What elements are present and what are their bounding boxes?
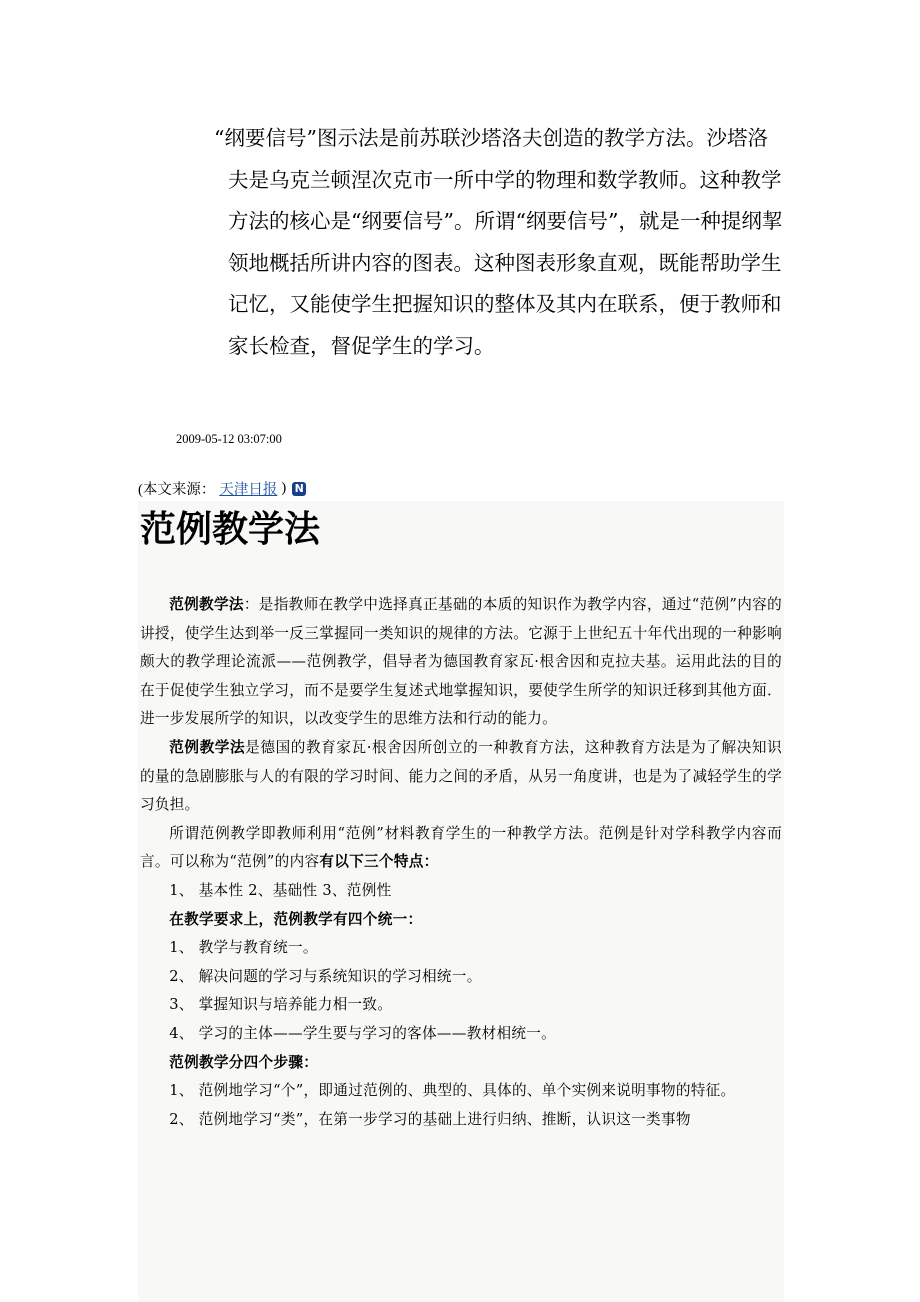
source-line	[138, 478, 306, 499]
intro-paragraph	[214, 118, 786, 367]
unify-item-1: 1、 教学与教育统一。	[169, 939, 318, 957]
paragraph-2-bold: 范例教学法	[169, 738, 246, 756]
paragraph-1	[140, 591, 782, 734]
paragraph-2-text: 是德国的教育家瓦·根舍因所创立的一种教育方法，这种教育方法是为了解决知识的量的急剧膨胀与人的有限的学习时间、能力之间的矛盾，从另一角度讲，也是为了减轻学生的学习负担。	[140, 738, 782, 814]
article-body	[140, 591, 782, 1134]
timestamp: 2009-05-12 03:07:00	[176, 432, 282, 446]
paragraph-3	[140, 820, 782, 877]
article-title: 范例教学法	[140, 509, 321, 550]
news-n-icon[interactable]: N	[292, 482, 306, 496]
unify-item-2: 2、 解决问题的学习与系统知识的学习相统一。	[169, 967, 482, 985]
step-item-2: 2、 范例地学习“类”，在第一步学习的基础上进行归纳、推断，认识这一类事物	[169, 1110, 691, 1128]
step-item-1: 1、 范例地学习“个”，即通过范例的、典型的、具体的、单个实例来说明事物的特征。	[169, 1082, 736, 1100]
paragraph-2	[140, 734, 782, 820]
paragraph-1-text: ：是指教师在教学中选择真正基础的本质的知识作为教学内容，通过“范例”内容的讲授，使学生达到举一反三掌握同一类知识的规律的方法。它源于上世纪五十年代出现的一种影响颇大的教学理论流派——范例教学，倡导者为德国教育家瓦·根舍因和克拉夫基。运用此法的目的在于促使学生独立学习，而不是要学生复述式地掌握知识，要使学生所学的知识迁移到其他方面．进一步发展所学的知识，以改变学生的思维方法和行动的能力。	[140, 596, 782, 728]
intro-text: “纲要信号”图示法是前苏联沙塔洛夫创造的教学方法。沙塔洛夫是乌克兰顿涅次克市一所中学的物理和数学教师。这种教学方法的核心是“纲要信号”。所谓“纲要信号”，就是一种提纲挈领地概括所讲内容的图表。这种图表形象直观，既能帮助学生记忆，又能使学生把握知识的整体及其内在联系，便于教师和家长检查，督促学生的学习。	[214, 126, 783, 358]
features-line: 1、 基本性 2、基础性 3、范例性	[169, 881, 392, 899]
source-suffix: )	[281, 480, 287, 496]
unify-item-3: 3、 掌握知识与培养能力相一致。	[169, 996, 393, 1014]
unify-heading: 在教学要求上，范例教学有四个统一：	[169, 910, 423, 928]
source-prefix: (本文来源：	[138, 482, 216, 498]
paragraph-1-bold: 范例教学法	[169, 596, 244, 613]
source-link[interactable]: 天津日报	[219, 482, 278, 498]
paragraph-3-bold: 有以下三个特点：	[319, 853, 439, 871]
paragraph-3-text: 所谓范例教学即教师利用“范例”材料教育学生的一种教学方法。范例是针对学科教学内容而言。可以称为“范例”的内容	[140, 824, 782, 871]
steps-heading: 范例教学分四个步骤：	[169, 1053, 319, 1071]
article	[138, 501, 784, 1302]
unify-item-4: 4、 学习的主体——学生要与学习的客体——教材相统一。	[169, 1024, 557, 1042]
